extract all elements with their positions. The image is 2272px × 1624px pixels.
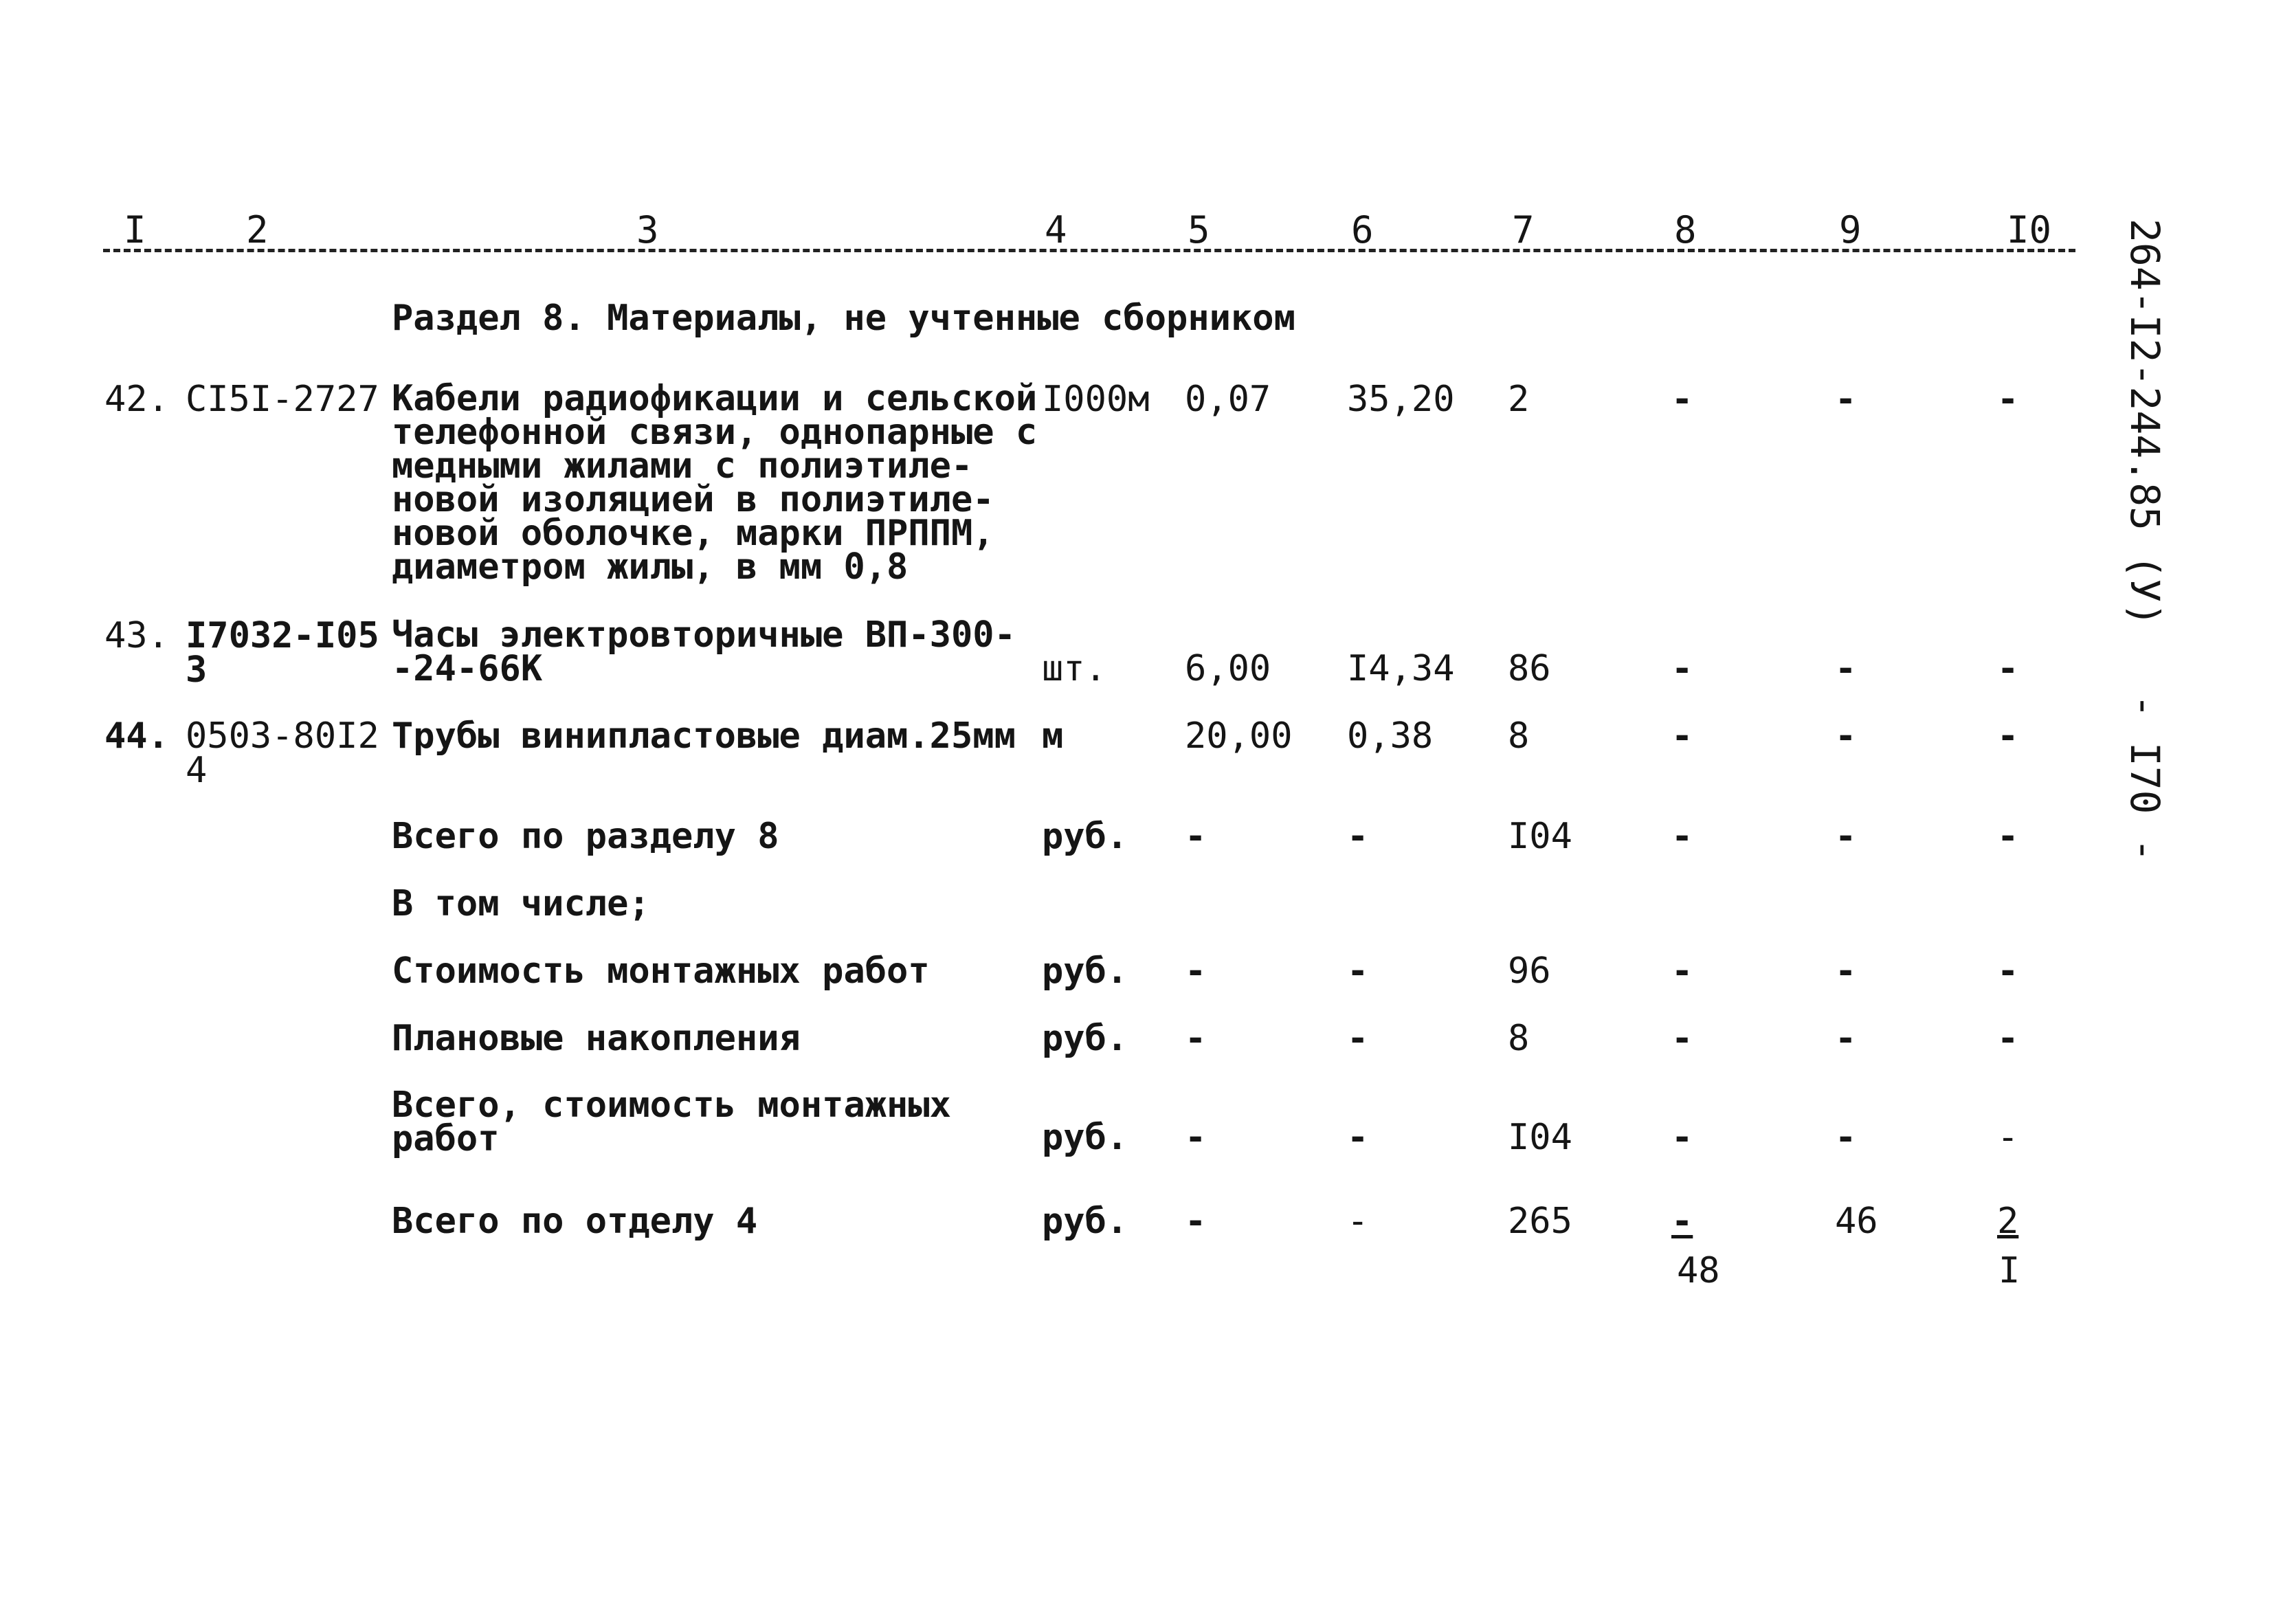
summary-col6: -	[1347, 1201, 1369, 1242]
summary-col10: -	[1997, 1117, 2019, 1158]
summary-col6: -	[1347, 1117, 1369, 1158]
summary-col8: -	[1671, 950, 1693, 992]
summary-col7: 265	[1508, 1201, 1572, 1242]
row-description: Часы электровторичные ВП-300- -24-66К	[392, 614, 1016, 689]
summary-col8-top: -	[1671, 1201, 1693, 1242]
summary-col10-top: 2	[1997, 1201, 2019, 1242]
row-total: 2	[1508, 379, 1530, 420]
summary-col7: 8	[1508, 1018, 1530, 1059]
col-header-4: 4	[1045, 208, 1067, 252]
summary-col7: 96	[1508, 950, 1551, 992]
row-total: 86	[1508, 648, 1551, 689]
row-col9: -	[1835, 648, 1857, 689]
summary-unit: руб.	[1042, 950, 1128, 992]
row-col9: -	[1835, 715, 1857, 757]
summary-unit: руб.	[1042, 1201, 1128, 1242]
row-col8: -	[1671, 648, 1693, 689]
col-header-7: 7	[1512, 208, 1535, 252]
summary-col10: -	[1997, 816, 2019, 857]
summary-col5: -	[1185, 950, 1207, 992]
summary-col9: 46	[1835, 1201, 1878, 1242]
summary-unit: руб.	[1042, 816, 1128, 857]
summary-col10-bottom: I	[1998, 1250, 2020, 1291]
col-header-8: 8	[1674, 208, 1697, 252]
row-col10: -	[1997, 648, 2019, 689]
summary-col6: -	[1347, 950, 1369, 992]
summary-label: Всего по отделу 4	[392, 1201, 758, 1242]
summary-label: Всего по разделу 8	[392, 816, 779, 857]
summary-label: Стоимость монтажных работ	[392, 950, 930, 992]
row-code: 0503-80I2 4	[186, 715, 379, 791]
col-header-3: 3	[636, 208, 659, 252]
row-code: I7032-I05 3	[186, 615, 379, 691]
row-unit: I000м	[1042, 379, 1150, 420]
summary-col6: -	[1347, 1018, 1369, 1059]
summary-label: Плановые накопления	[392, 1018, 801, 1059]
row-quantity: 0,07	[1185, 379, 1271, 420]
row-unit: м	[1042, 715, 1064, 757]
summary-col8: -	[1671, 1018, 1693, 1059]
section-title: Раздел 8. Материалы, не учтенные сборником	[392, 298, 1295, 339]
col-header-1: I	[124, 208, 146, 252]
summary-col9: -	[1835, 816, 1857, 857]
summary-col5: -	[1185, 1117, 1207, 1158]
summary-col10: -	[1997, 1018, 2019, 1059]
row-col10: -	[1997, 715, 2019, 757]
row-quantity: 20,00	[1185, 715, 1293, 757]
row-col10: -	[1997, 379, 2019, 420]
col-header-5: 5	[1188, 208, 1210, 252]
summary-col9: -	[1835, 1018, 1857, 1059]
summary-col8: -	[1671, 816, 1693, 857]
header-divider	[103, 249, 2075, 252]
summary-col8-bottom: 48	[1677, 1250, 1720, 1291]
summary-col10: -	[1997, 950, 2019, 992]
summary-label: Всего, стоимость монтажных работ	[392, 1084, 951, 1159]
summary-col8: -	[1671, 1117, 1693, 1158]
summary-unit: руб.	[1042, 1117, 1128, 1158]
row-col8: -	[1671, 715, 1693, 757]
summary-col6: -	[1347, 816, 1369, 857]
summary-col5: -	[1185, 1018, 1207, 1059]
summary-col7: I04	[1508, 816, 1572, 857]
row-price: I4,34	[1347, 648, 1455, 689]
summary-col9: -	[1835, 950, 1857, 992]
row-col9: -	[1835, 379, 1857, 420]
row-price: 0,38	[1347, 715, 1434, 757]
row-number: 43.	[104, 615, 169, 656]
row-total: 8	[1508, 715, 1530, 757]
row-description: Кабели радиофикации и сельской телефонной связи, однопарные с медными жилами с полиэтиле- новой изоляцией в полиэтиле- новой оболочке, марки ПРППМ, диаметром жилы, в мм 0,8	[392, 378, 1038, 588]
row-number: 44.	[104, 715, 169, 757]
col-header-10: I0	[2007, 208, 2052, 252]
summary-col9: -	[1835, 1117, 1857, 1158]
summary-unit: руб.	[1042, 1018, 1128, 1059]
row-code: CI5I-2727	[186, 379, 379, 420]
row-quantity: 6,00	[1185, 648, 1271, 689]
summary-col7: I04	[1508, 1117, 1572, 1158]
summary-col5: -	[1185, 1201, 1207, 1242]
row-description: Трубы винипластовые диам.25мм	[392, 715, 1016, 757]
page-number: - I70 -	[2121, 694, 2168, 863]
col-header-2: 2	[246, 208, 269, 252]
col-header-9: 9	[1839, 208, 1862, 252]
row-unit: шт.	[1042, 648, 1106, 689]
summary-col5: -	[1185, 816, 1207, 857]
document-code: 264-I2-244.85 (У)	[2121, 219, 2168, 627]
row-col8: -	[1671, 379, 1693, 420]
col-header-6: 6	[1351, 208, 1374, 252]
summary-subheading: В том числе;	[392, 883, 650, 924]
row-number: 42.	[104, 379, 169, 420]
row-price: 35,20	[1347, 379, 1455, 420]
